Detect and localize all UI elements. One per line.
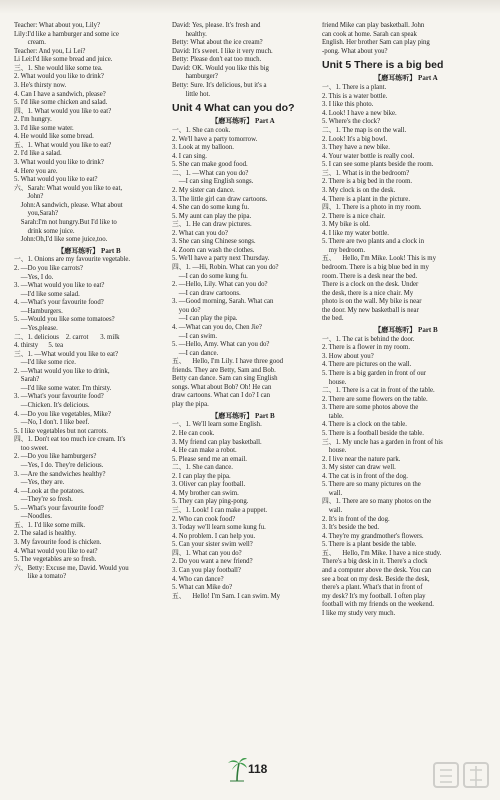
- answer-line: 4. He can make a robot.: [172, 447, 237, 455]
- answer-line: 3. It's beside the bed.: [322, 524, 380, 532]
- answer-line: 2. There is a big bed in the room.: [322, 178, 413, 186]
- answer-line: Teacher: And you, Li Lei?: [14, 47, 86, 55]
- answer-line: Sarah:I'm not hungry.But I'd like to: [14, 218, 117, 226]
- answer-line: 二、1. She can dance.: [172, 464, 233, 472]
- answer-line: 5. Can your sister swim well?: [172, 541, 253, 549]
- answer-line: 3. He's thirsty now.: [14, 81, 67, 89]
- answer-line: 5. There is a plant beside the table.: [322, 541, 417, 549]
- answer-line: 5. There are so many pictures on the: [322, 481, 421, 489]
- answer-line: —I can sing English songs.: [172, 178, 254, 186]
- answer-line: 5. The vegetables are so fresh.: [14, 556, 97, 564]
- answer-line: 四、1. There is a photo in my room.: [322, 204, 422, 212]
- answer-line: 4. There are pictures on the wall.: [322, 361, 412, 369]
- answer-line: 4. I like my water bottle.: [322, 229, 390, 237]
- answer-line: 三、1. Look! I can make a puppet.: [172, 507, 268, 514]
- answer-column-3: [322, 22, 490, 770]
- section-heading: 【磨耳练听】 Part B: [57, 246, 121, 255]
- answer-line: songs. What about Bob? Oh! He can: [172, 383, 272, 391]
- answer-line: the door. My new basketball is near: [322, 306, 419, 314]
- answer-line: 4. I can sing.: [172, 152, 207, 160]
- answer-column-1: [14, 22, 164, 770]
- answer-line: 2. What would you like to drink?: [14, 73, 104, 81]
- answer-line: —I can draw cartoons.: [172, 289, 241, 297]
- answer-line: —Hamburgers.: [14, 307, 63, 315]
- answer-line: 3. My friend can play basketball.: [172, 438, 262, 446]
- answer-line: 3. The little girl can draw cartoons.: [172, 195, 268, 203]
- answer-line: 四、1. What would you like to eat?: [14, 107, 112, 115]
- answer-line: 3. They have a new bike.: [322, 144, 391, 152]
- answer-line: 一、1. She can cook.: [172, 127, 231, 134]
- answer-line: 5. My aunt can play the pipa.: [172, 212, 252, 220]
- answer-line: 3. Can you play football?: [172, 566, 241, 574]
- answer-line: 2. Look! It's a big bowl.: [322, 135, 388, 143]
- answer-line: healthy.: [172, 30, 207, 38]
- answer-line: Lily:I'd like a hamburger and some ice: [14, 30, 119, 38]
- answer-line: —Chicken. It's delicious.: [14, 402, 90, 409]
- answer-line: 3. Look at my balloon.: [172, 144, 234, 152]
- answer-line: 5. There are two plants and a clock in: [322, 238, 424, 246]
- answer-line: like a tomato?: [14, 573, 67, 581]
- answer-line: 2. Who can cook food?: [172, 515, 236, 523]
- answer-line: 2. It's in front of the dog.: [322, 515, 390, 523]
- answer-line: 4. Your water bottle is really cool.: [322, 152, 415, 160]
- answer-line: 3. —What's your favourite food?: [14, 393, 104, 401]
- answer-line: —I can swim.: [172, 332, 218, 340]
- unit-heading: Unit 5 There is a big bed: [322, 59, 444, 72]
- answer-line: 2. —Do you like carrots?: [14, 265, 83, 272]
- answer-line: 三、1. —What would you like to eat?: [14, 350, 119, 358]
- section-heading: 【磨耳练听】 Part B: [211, 411, 275, 420]
- answer-line: drink some juice.: [14, 227, 75, 235]
- answer-line: 二、1. delicious 2. carrot 3. milk: [14, 333, 120, 341]
- answer-line: 5. She can make good food.: [172, 161, 248, 169]
- answer-line: —I'd like some salad.: [14, 290, 80, 298]
- answer-line: 4. —Do you like vegetables, Mike?: [14, 410, 111, 418]
- answer-line: 4. No problem. I can help you.: [172, 532, 256, 540]
- answer-line: 3. —Are the sandwiches healthy?: [14, 470, 106, 478]
- answer-line: 三、1. She would like some tea.: [14, 64, 103, 72]
- answer-line: 2. The salad is healthy.: [14, 530, 77, 538]
- answer-line: the desk, there is a nice chair. My: [322, 289, 414, 297]
- answer-line: 3. My favourite food is chicken.: [14, 539, 102, 546]
- answer-line: —I'd like some water. I'm thirsty.: [14, 384, 112, 392]
- answer-line: 2. What can you do?: [172, 229, 228, 237]
- answer-line: there's a plant. What's that in front of: [322, 584, 423, 592]
- answer-line: 二、1. There is a cat in front of the table.: [322, 387, 435, 395]
- answer-line: 四、1. Don't eat too much ice cream. It's: [14, 436, 126, 444]
- watermark-stamp-icon: [432, 760, 492, 794]
- answer-line: 4. What would you like to eat?: [14, 547, 98, 555]
- answer-line: 2. I'd like a salad.: [14, 150, 62, 158]
- answer-line: football with my friends on the weekend.: [322, 601, 434, 609]
- answer-line: cream.: [14, 39, 46, 47]
- answer-line: 五、 Hello! I'm Sam. I can swim. My: [172, 592, 281, 600]
- answer-line: 5. What would you like to eat?: [14, 176, 98, 184]
- answer-line: Betty: What about the ice cream?: [172, 39, 263, 47]
- answer-line: 2. We'll have a party tomorrow.: [172, 135, 258, 143]
- answer-line: 2. There is a nice chair.: [322, 212, 386, 220]
- answer-line: Betty: Sure. It's delicious, but it's a: [172, 81, 267, 89]
- answer-line: —I can play the pipa.: [172, 315, 238, 323]
- answer-line: 4. —What's your favourite food?: [14, 299, 104, 307]
- answer-line: 3. She can sing Chinese songs.: [172, 238, 256, 246]
- answer-line: John:A sandwich, please. What about: [14, 201, 123, 209]
- answer-line: 4. —Look at the potatoes.: [14, 487, 85, 495]
- answer-line: 5. Please send me an email.: [172, 455, 247, 463]
- answer-line: 2. He can cook.: [172, 429, 215, 437]
- answer-line: house.: [322, 378, 347, 386]
- answer-line: and a computer above the desk. You can: [322, 566, 432, 574]
- answer-line: you,Sarah?: [14, 210, 58, 218]
- answer-line: 4. They're my grandmother's flowers.: [322, 532, 424, 540]
- answer-line: 2. Do you want a new friend?: [172, 558, 253, 566]
- palm-tree-icon: [226, 754, 248, 782]
- answer-line: 5. I can see some plants beside the room.: [322, 161, 434, 169]
- answer-line: 四、1. —Hi, Robin. What can you do?: [172, 264, 279, 271]
- answer-line: hamburger?: [172, 73, 218, 81]
- answer-line: 四、1. There are so many photos on the: [322, 498, 432, 506]
- answer-line: can cook at home. Sarah can speak: [322, 30, 417, 38]
- answer-line: -pong. What about you?: [322, 47, 388, 55]
- answer-line: 3. My bike is old.: [322, 221, 370, 229]
- answer-line: 4. Can I have a sandwich, please?: [14, 90, 106, 98]
- answer-line: —Yes, I do. They're delicious.: [14, 461, 104, 469]
- answer-line: —I can dance.: [172, 349, 219, 357]
- answer-line: 4. Who can dance?: [172, 575, 224, 583]
- answer-line: There is a clock on the desk. Under: [322, 281, 419, 289]
- answer-line: 2. There is a flower in my room.: [322, 344, 411, 352]
- answer-line: 五、 Hello, I'm Mike. I have a nice study.: [322, 549, 442, 557]
- answer-line: —Noodles.: [14, 513, 52, 521]
- answer-line: 2. —Hello, Lily. What can you do?: [172, 281, 268, 289]
- answer-line: 5. What can Mike do?: [172, 584, 233, 592]
- answer-line: John?: [14, 193, 44, 201]
- answer-line: little hot.: [172, 90, 211, 98]
- answer-line: —I'd like some rice.: [14, 359, 77, 367]
- answer-line: 5. —What's your favourite food?: [14, 504, 104, 512]
- answer-line: —Yes, I do.: [14, 273, 54, 281]
- answer-line: 4. He would like some bread.: [14, 133, 94, 141]
- answer-line: 2. There are some flowers on the table.: [322, 395, 428, 403]
- answer-line: 5. —Would you like some tomatoes?: [14, 316, 115, 324]
- answer-line: 5. I like vegetables but not carrots.: [14, 427, 108, 435]
- answer-line: —Yes, they are.: [14, 479, 65, 487]
- section-heading: 【磨耳练听】 Part A: [374, 74, 438, 83]
- answer-line: Teacher: What about you, Lily?: [14, 22, 101, 29]
- answer-line: 二、1. —What can you do?: [172, 169, 249, 177]
- answer-line: 5. We'll have a party next Thursday.: [172, 255, 270, 263]
- answer-line: David: OK. Would you like this big: [172, 64, 269, 72]
- answer-line: bedroom. There is a big blue bed in my: [322, 264, 429, 271]
- answer-line: 2. I live near the nature park.: [322, 455, 401, 463]
- answer-line: 六、Sarah: What would you like to eat,: [14, 184, 123, 192]
- answer-line: 四、1. What can you do?: [172, 549, 242, 557]
- answer-line: —I can do some kung fu.: [172, 272, 248, 280]
- answer-line: wall.: [322, 489, 343, 497]
- unit-heading: Unit 4 What can you do?: [172, 102, 295, 115]
- answer-line: 3. How about you?: [322, 352, 374, 360]
- answer-line: my desk? It's my football. I often play: [322, 592, 426, 600]
- answer-line: Li Lei:I'd like some bread and juice.: [14, 56, 113, 64]
- answer-line: 3. —Good morning, Sarah. What can: [172, 298, 274, 306]
- answer-line: 2. This is a water bottle.: [322, 92, 388, 100]
- answer-line: 3. —What would you like to eat?: [14, 282, 105, 290]
- answer-line: 5. I'd like some chicken and salad.: [14, 99, 108, 107]
- answer-line: 五、1. I'd like some milk.: [14, 521, 86, 529]
- answer-line: John:Oh,I'd like some juice,too.: [14, 236, 108, 244]
- answer-line: —No, I don't. I like beef.: [14, 419, 90, 427]
- answer-line: Betty can dance. Sam can sing English: [172, 375, 278, 383]
- section-heading: 【磨耳练听】 Part B: [374, 325, 438, 334]
- answer-line: 4. She can do some kung fu.: [172, 204, 250, 212]
- answer-line: 3. Today we'll learn some kung fu.: [172, 524, 266, 532]
- page-footer: [226, 754, 286, 784]
- answer-line: 4. My brother can swim.: [172, 489, 239, 497]
- answer-line: 一、1. There is a plant.: [322, 84, 387, 92]
- answer-column-2: [172, 22, 314, 770]
- answer-line: 五、1. What would you like to eat?: [14, 141, 112, 149]
- answer-line: 三、1. What is in the bedroom?: [322, 169, 410, 177]
- answer-line: friends. They are Betty, Sam and Bob.: [172, 366, 276, 374]
- answer-line: friend Mike can play basketball. John: [322, 22, 425, 29]
- answer-line: 4. The cat is in front of the dog.: [322, 472, 408, 480]
- answer-line: the bed.: [322, 315, 344, 323]
- answer-line: 5. There is a football beside the table.: [322, 429, 424, 437]
- answer-line: 4. Look! I have a new bike.: [322, 109, 397, 117]
- answer-line: room. There is a desk near the bed.: [322, 272, 418, 280]
- answer-line: house.: [322, 447, 347, 455]
- page-number: 118: [248, 762, 268, 776]
- answer-line: 4. There is a clock on the table.: [322, 421, 407, 429]
- answer-line: you do?: [172, 306, 201, 314]
- answer-line: 2. I'm hungry.: [14, 116, 52, 124]
- answer-line: too sweet.: [14, 444, 49, 452]
- answer-line: 2. My sister can dance.: [172, 186, 235, 194]
- answer-line: 4. thirsty 5. tea: [14, 342, 64, 350]
- answer-line: 3. I'd like some water.: [14, 124, 74, 132]
- answer-line: 5. —Hello, Amy. What can you do?: [172, 341, 270, 349]
- answer-line: 3. What would you like to drink?: [14, 159, 104, 166]
- section-heading: 【磨耳练听】 Part A: [211, 117, 275, 126]
- answer-line: 3. My sister can draw well.: [322, 464, 396, 472]
- answer-line: table.: [322, 412, 344, 420]
- answer-line: Sarah?: [14, 376, 40, 384]
- answer-line: 三、1. He can draw pictures.: [172, 221, 252, 229]
- answer-line: —They're so fresh.: [14, 496, 73, 504]
- answer-line: my bedroom.: [322, 246, 366, 254]
- answer-line: play the pipa.: [172, 401, 209, 408]
- answer-line: 2. I can play the pipa.: [172, 472, 231, 480]
- answer-line: 4. —What can you do, Chen Jie?: [172, 323, 262, 331]
- answer-line: David: It's sweet. I like it very much.: [172, 47, 273, 55]
- answer-line: 五、 Hello, I'm Mike. Look! This is my: [322, 255, 436, 263]
- scan-top-shadow: [0, 0, 500, 14]
- answer-line: draw cartoons. What can I do? I can: [172, 392, 271, 400]
- answer-line: photo is on the wall. My bike is near: [322, 298, 422, 306]
- answer-line: 一、1. Onions are my favourite vegetable.: [14, 256, 131, 264]
- answer-line: 三、1. My uncle has a garden in front of his: [322, 438, 443, 446]
- answer-line: 5. Where's the clock?: [322, 118, 381, 126]
- answer-line: 3. Oliver can play football.: [172, 481, 246, 489]
- answer-line: 5. They can play ping-pong.: [172, 498, 249, 506]
- answer-line: 2. —What would you like to drink,: [14, 367, 110, 375]
- answer-line: —Yes,please.: [14, 324, 58, 332]
- answer-line: I like my study very much.: [322, 609, 396, 617]
- answer-line: 2. —Do you like hamburgers?: [14, 453, 97, 461]
- answer-line: Betty: Please don't eat too much.: [172, 56, 262, 64]
- answer-line: 五、 Hello, I'm Lily. I have three good: [172, 358, 284, 366]
- answer-line: 4. Zoom can wash the clothes.: [172, 246, 255, 254]
- answer-line: David: Yes, please. It's fresh and: [172, 22, 261, 29]
- answer-line: 一、1. The cat is behind the door.: [322, 335, 415, 343]
- answer-line: 4. Here you are.: [14, 167, 58, 175]
- answer-line: see a boat on my desk. Beside the desk,: [322, 575, 430, 583]
- answer-line: 5. There is a big garden in front of our: [322, 370, 427, 377]
- answer-line: 六、Betty: Excuse me, David. Would you: [14, 564, 129, 572]
- answer-line: There's a big desk in it. There's a clock: [322, 558, 428, 566]
- answer-line: 3. There are some photos above the: [322, 404, 419, 412]
- answer-line: 二、1. The map is on the wall.: [322, 127, 407, 134]
- answer-line: 4. There is a plant in the picture.: [322, 195, 411, 203]
- answer-line: 3. My clock is on the desk.: [322, 186, 396, 194]
- answer-line: English. Her brother Sam can play ping: [322, 39, 430, 47]
- answer-line: wall.: [322, 507, 343, 514]
- answer-line: 一、1. We'll learn some English.: [172, 421, 262, 429]
- answer-line: 3. I like this photo.: [322, 101, 374, 109]
